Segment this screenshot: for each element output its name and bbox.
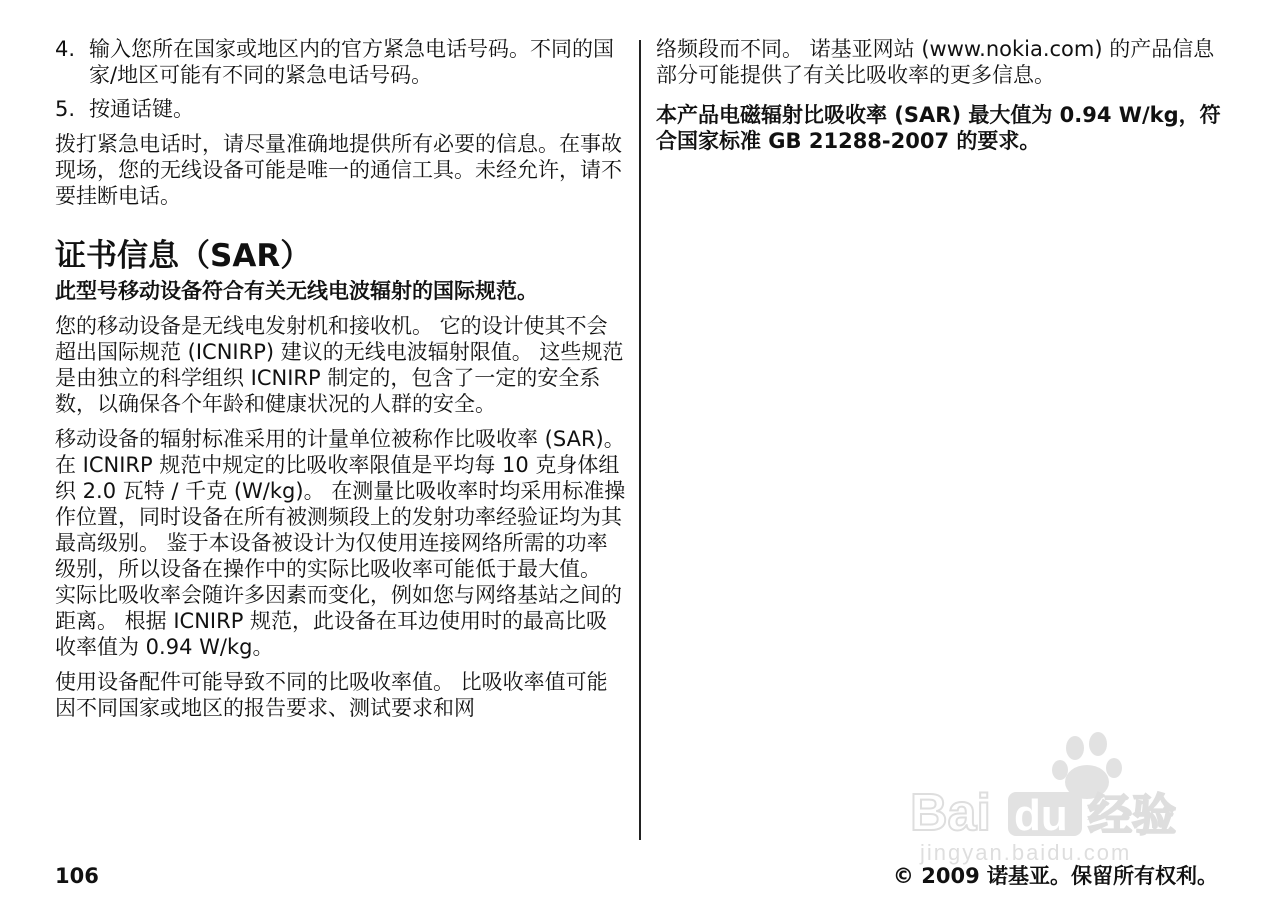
sar-max-value-statement: 本产品电磁辐射比吸收率 (SAR) 最大值为 0.94 W/kg，符合国家标准 GB 21288-2007 的要求。: [656, 103, 1221, 153]
right-column: [656, 36, 1228, 154]
left-column: [55, 36, 627, 721]
page-number: 106: [55, 864, 99, 888]
sar-lead-paragraph: 此型号移动设备符合有关无线电波辐射的国际规范。: [55, 279, 538, 303]
list-text: 输入您所在国家或地区内的官方紧急电话号码。不同的国家/地区可能有不同的紧急电话号码。: [89, 37, 614, 87]
list-item-step-5: [55, 96, 627, 122]
section-heading-sar: 证书信息（SAR）: [55, 238, 312, 274]
svg-text:经验: 经验: [1088, 790, 1176, 841]
baidu-paw-logo-icon: [900, 730, 1220, 870]
copyright-notice: © 2009 诺基亚。保留所有权利。: [892, 864, 1218, 888]
column-divider: [639, 40, 641, 840]
list-number: 5.: [55, 97, 76, 121]
svg-text:jingyan.baidu.com: jingyan.baidu.com: [920, 840, 1132, 865]
sar-paragraph-3: 使用设备配件可能导致不同的比吸收率值。 比吸收率值可能因不同国家或地区的报告要求、测试要求和网: [55, 670, 608, 720]
sar-paragraph-2: 移动设备的辐射标准采用的计量单位被称作比吸收率 (SAR)。 在 ICNIRP 规范中规定的比吸收率限值是平均每 10 克身体组织 2.0 瓦特 / 千克 (W/kg)。 在测量比吸收率时均采用标准操作位置，同时设备在所有被测频段上的发射功率经验证均为其最高级别。 鉴于本设备被设计为仅使用连接网络所需的功率级别，所以设备在操作中的实际比吸收率可能低于最大值。 实际比吸收率会随许多因素而变化，例如您与网络基站之间的距离。 根据 ICNIRP 规范，此设备在耳边使用时的最高比吸收率值为 0.94 W/kg。: [55, 427, 626, 659]
sar-paragraph-1: 您的移动设备是无线电发射机和接收机。 它的设计使其不会超出国际规范 (ICNIRP) 建议的无线电波辐射限值。 这些规范是由独立的科学组织 ICNIRP 制定的，包含了一定的安全系数，以确保各个年龄和健康状况的人群的安全。: [55, 314, 624, 416]
baidu-jingyan-watermark: [900, 730, 1220, 870]
list-item-step-4: [55, 36, 627, 88]
list-text: 按通话键。: [89, 97, 194, 121]
emergency-call-paragraph: 拨打紧急电话时，请尽量准确地提供所有必要的信息。在事故现场，您的无线设备可能是唯一的通信工具。未经允许，请不要挂断电话。: [55, 132, 622, 208]
list-number: 4.: [55, 37, 76, 61]
sar-paragraph-continued: 络频段而不同。 诺基亚网站 (www.nokia.com) 的产品信息部分可能提供了有关比吸收率的更多信息。: [656, 37, 1215, 87]
svg-text:Bai: Bai: [910, 784, 991, 842]
svg-text:du: du: [1014, 791, 1068, 840]
